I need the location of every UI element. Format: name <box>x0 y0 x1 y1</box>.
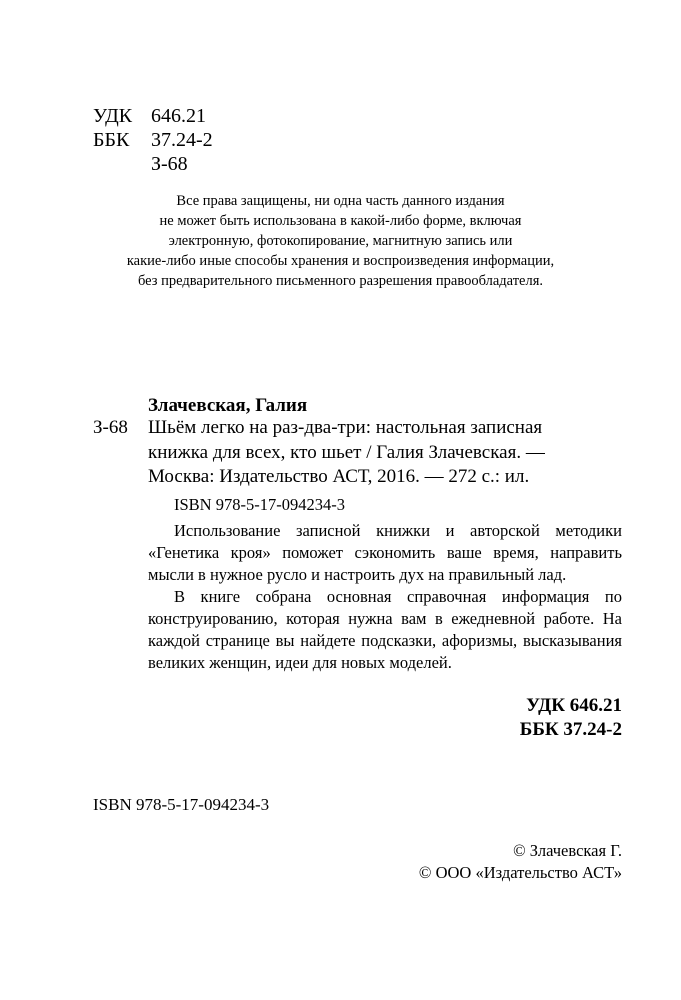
rights-line: какие-либо иные способы хранения и воспроизведения информации, <box>126 253 555 269</box>
udk-value: 646.21 <box>151 105 206 127</box>
author-heading: Злачевская, Галия <box>148 395 308 416</box>
rights-line: не может быть использована в какой-либо форме, включая <box>159 213 522 229</box>
title-line: Москва: Издательство АСТ, 2016. — 272 с.: ил. <box>148 466 530 487</box>
annotation-text: Использование записной книжки и авторской методики «Генетика кроя» поможет сэкономить ваше время, направить мысли в нужное русло и настроить дух на правильный лад. <box>148 521 622 584</box>
copyright-publisher: © ООО «Издательство АСТ» <box>418 863 622 882</box>
classification-codes <box>93 104 213 176</box>
annotation-paragraph-2 <box>148 586 622 674</box>
record-code: З-68 <box>93 417 128 438</box>
book-title-record <box>148 416 622 490</box>
copyright-author: © Злачевская Г. <box>513 841 622 860</box>
index-bbk: ББК 37.24-2 <box>519 719 622 740</box>
author-mark: З-68 <box>151 153 188 175</box>
annotation-paragraph-1 <box>148 520 622 586</box>
bbk-label: ББК <box>93 129 130 151</box>
rights-notice <box>90 191 591 291</box>
copyright-block <box>419 840 622 884</box>
rights-line: электронную, фотокопирование, магнитную запись или <box>168 233 513 249</box>
index-udk: УДК 646.21 <box>526 695 622 716</box>
record-isbn: ISBN 978-5-17-094234-3 <box>174 495 345 514</box>
bbk-value: 37.24-2 <box>151 129 213 151</box>
bottom-isbn: ISBN 978-5-17-094234-3 <box>93 795 270 814</box>
rights-line: Все права защищены, ни одна часть данного издания <box>176 193 505 209</box>
title-line: Шьём легко на раз-два-три: настольная записная <box>148 417 543 438</box>
annotation-text: В книге собрана основная справочная информация по конструированию, которая нужна вам в ежедневной работе. На каждой странице вы найдете подсказки, афоризмы, высказывания великих женщин, идеи для новых моделей. <box>148 587 622 672</box>
rights-line: без предварительного письменного разрешения правообладателя. <box>137 273 544 289</box>
title-line: книжка для всех, кто шьет / Галия Злачевская. — <box>148 441 545 463</box>
index-codes <box>520 694 622 742</box>
udk-label: УДК <box>93 105 133 127</box>
